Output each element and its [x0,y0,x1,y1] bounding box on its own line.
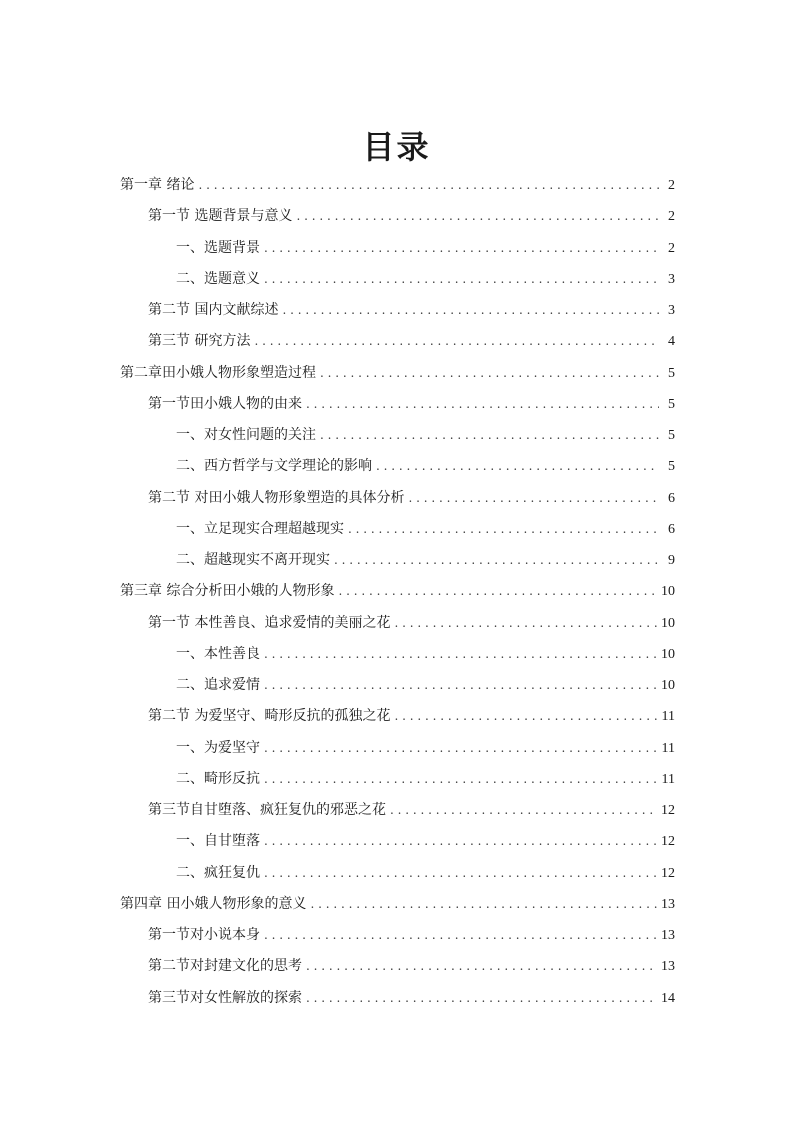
toc-entry[interactable] [120,889,675,920]
toc-page-number: 14 [661,990,675,1006]
toc-entry-title: 第二章田小娥人物形象塑造过程 [120,364,316,381]
toc-entry[interactable] [120,951,675,982]
toc-page-number: 4 [668,334,675,350]
toc-page-number: 12 [661,834,675,850]
toc-dot-leader [394,701,657,732]
toc-page-number: 5 [668,459,675,475]
toc-dot-leader [376,451,659,482]
toc-entry-title: 第三章 综合分析田小娥的人物形象 [120,583,335,600]
toc-dot-leader [306,389,659,420]
toc-dot-leader [264,858,657,889]
toc-entry-title: 第一章 绪论 [120,177,195,193]
toc-entry[interactable] [120,233,675,264]
toc-page-number: 10 [661,646,675,662]
toc-dot-leader [264,264,659,295]
toc-dot-leader [198,170,659,201]
toc-page-number: 2 [668,240,675,256]
toc-entry-title: 一、为爱坚守 [176,739,260,756]
toc-entry[interactable] [120,170,675,201]
toc-page-number: 11 [661,740,675,756]
toc-dot-leader [408,483,659,514]
toc-page-number: 12 [661,803,675,818]
toc-entry-title: 第三节自甘堕落、疯狂复仇的邪恶之花 [148,802,386,818]
toc-dot-leader [282,295,659,326]
toc-entry[interactable] [120,514,675,545]
toc-entry[interactable] [120,764,675,795]
toc-entry[interactable] [120,420,675,451]
toc-entry[interactable] [120,983,675,1014]
toc-entry-title: 第二节 对田小娥人物形象塑造的具体分析 [148,489,405,506]
toc-dot-leader [320,358,659,389]
toc-dot-leader [254,326,659,357]
toc-entry[interactable] [120,733,675,764]
toc-entry-title: 第二节对封建文化的思考 [148,958,302,975]
toc-entry-title: 二、疯狂复仇 [176,864,260,881]
toc-entry[interactable] [120,608,675,639]
toc-entry[interactable] [120,545,675,576]
toc-entry-title: 二、选题意义 [176,270,260,287]
toc-entry[interactable] [120,451,675,482]
toc-entry[interactable] [120,670,675,701]
toc-entry[interactable] [120,358,675,389]
toc-page-number: 12 [661,865,675,881]
toc-entry[interactable] [120,795,675,826]
toc-entry-title: 二、超越现实不离开现实 [176,552,330,568]
toc-entry-title: 第二节 国内文献综述 [148,302,279,318]
toc-page-number: 11 [661,709,675,725]
toc-dot-leader [264,639,657,670]
toc-entry[interactable] [120,826,675,857]
toc-entry[interactable] [120,639,675,670]
toc-entry[interactable] [120,858,675,889]
toc-page-number: 3 [668,303,675,318]
toc-page-number: 6 [668,521,675,537]
toc-dot-leader [296,201,659,232]
toc-page-number: 5 [668,396,675,412]
toc-page-number: 10 [661,678,675,693]
toc-entry[interactable] [120,326,675,357]
toc-entry-title: 二、追求爱情 [176,677,260,693]
toc-dot-leader [320,420,659,451]
toc-dot-leader [334,545,659,576]
toc-dot-leader [264,764,658,795]
toc-page-number: 10 [661,615,675,631]
toc-dot-leader [310,889,657,920]
toc-dot-leader [306,983,657,1014]
toc-page-number: 10 [661,584,675,600]
toc-entry-title: 一、对女性问题的关注 [176,427,316,443]
toc-entry-title: 第一节对小说本身 [148,927,260,943]
toc-page-number: 3 [668,271,675,287]
toc-entry-title: 第三节 研究方法 [148,333,251,350]
toc-dot-leader [264,670,657,701]
page-title: 目录 [362,128,431,166]
toc-entry-title: 第一节 本性善良、追求爱情的美丽之花 [148,614,391,631]
toc-dot-leader [394,608,657,639]
toc-dot-leader [264,733,658,764]
toc-dot-leader [264,233,659,264]
toc-entry-title: 二、西方哲学与文学理论的影响 [176,458,372,475]
toc-dot-leader [348,514,659,545]
toc-entry-title: 一、立足现实合理超越现实 [176,520,344,537]
toc-entry-title: 二、畸形反抗 [176,770,260,787]
toc-entry-title: 第三节对女性解放的探索 [148,989,302,1006]
toc-entry[interactable] [120,264,675,295]
toc-entry-title: 一、本性善良 [176,645,260,662]
toc-page-number: 2 [668,209,675,225]
toc-entry[interactable] [120,920,675,951]
toc-entry-title: 第四章 田小娥人物形象的意义 [120,895,307,912]
toc-entry-title: 第一节 选题背景与意义 [148,208,293,225]
toc-entry-title: 一、选题背景 [176,239,260,256]
toc-page-number: 5 [668,365,675,381]
toc-dot-leader [306,951,657,982]
toc-page-number: 6 [668,490,675,506]
table-of-contents [120,170,675,1014]
toc-entry-title: 一、自甘堕落 [176,833,260,850]
toc-dot-leader [264,826,657,857]
toc-page-number: 13 [661,959,675,975]
toc-dot-leader [390,795,657,826]
toc-entry-title: 第一节田小娥人物的由来 [148,395,302,412]
toc-entry[interactable] [120,576,675,607]
toc-entry[interactable] [120,295,675,326]
toc-dot-leader [264,920,657,951]
toc-page-number: 13 [661,928,675,943]
toc-page-number: 11 [661,771,675,787]
toc-entry-title: 第二节 为爱坚守、畸形反抗的孤独之花 [148,708,391,725]
toc-page-number: 5 [668,428,675,443]
toc-page-number: 13 [661,896,675,912]
toc-entry[interactable] [120,389,675,420]
toc-page-number: 9 [668,553,675,568]
toc-page-number: 2 [668,178,675,193]
toc-dot-leader [338,576,657,607]
toc-entry[interactable] [120,483,675,514]
toc-entry[interactable] [120,701,675,732]
toc-entry[interactable] [120,201,675,232]
